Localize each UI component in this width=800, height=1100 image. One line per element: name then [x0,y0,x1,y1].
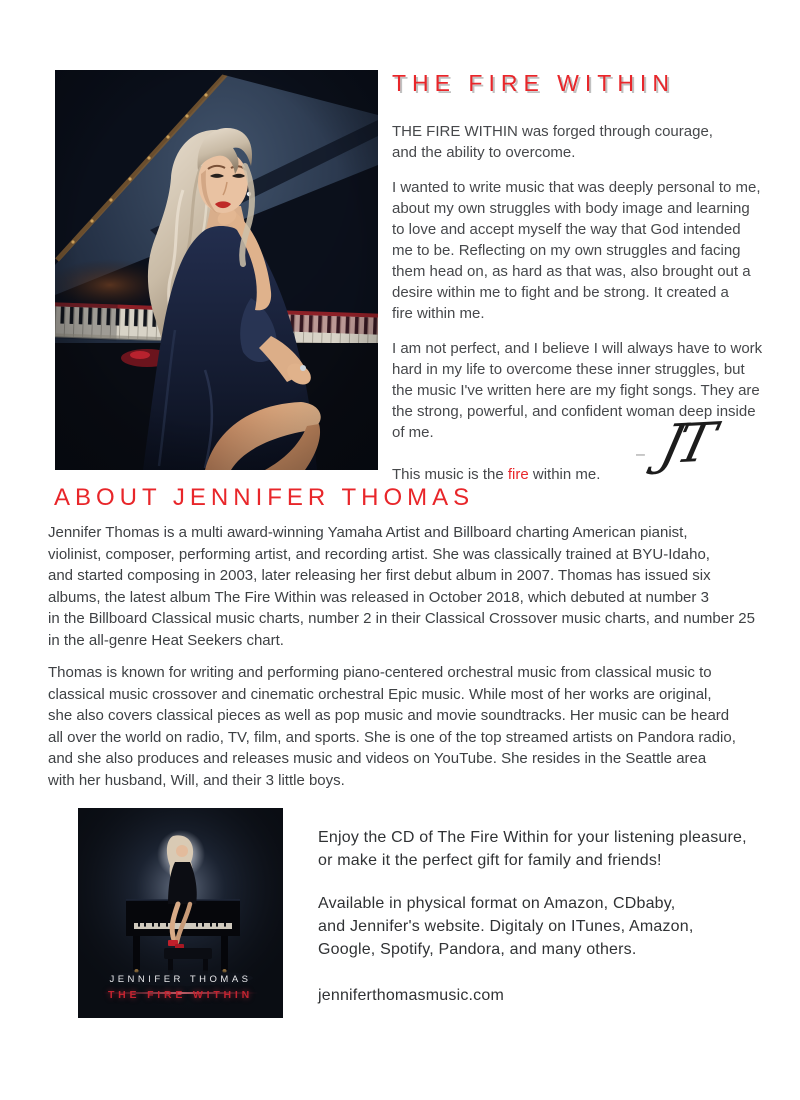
text-line: THE FIRE WITHIN was forged through courage, [392,123,713,140]
hero-paragraph [392,177,796,324]
about-section [48,522,792,802]
about-paragraph [48,522,792,651]
text-line: in the all-genre Heat Seekers chart. [48,631,284,649]
red-light-streak [103,992,258,994]
text-line: Available in physical format on Amazon, CDbaby, [318,895,676,912]
text-line: Thomas is known for writing and performing piano-centered orchestral music from classical music to [48,664,712,681]
website-link[interactable]: jenniferthomasmusic.com [318,987,504,1004]
text-line: of me. [392,424,434,441]
cover-face [176,845,188,857]
text-line: and Jennifer's website. Digitaly on ITunes, Amazon, [318,918,694,935]
text-line: albums, the latest album The Fire Within was released in October 2018, which debuted at number 3 [48,588,709,606]
text-line: and she also produces and releases music and videos on YouTube. She resides in the Seattle area [48,750,707,767]
artist-photo-illustration [55,70,378,470]
signature-dash: – [636,446,645,463]
text-line: all over the world on radio, TV, film, and sports. She is one of the top streamed artists on Pandora radio, [48,728,736,746]
text-line: I am not perfect, and I believe I will always have to work [392,340,763,357]
text-line: and the ability to overcome. [392,144,576,161]
text-line: classical music crossover and cinematic orchestral Epic music. While most of her works are original, [48,685,712,703]
text-line: Jennifer Thomas is a multi award-winning Yamaha Artist and Billboard charting American pianist, [48,524,688,541]
artist-photo [55,70,378,470]
about-title: ABOUT JENNIFER THOMAS [54,484,475,511]
page-title: THE FIRE WITHIN [392,70,675,96]
cd-paragraph [318,826,778,872]
text-line: the strong, powerful, and confident woman deep inside [392,403,756,420]
text-line: Enjoy the CD of The Fire Within for your listening pleasure, [318,829,747,846]
album-artist-name: JENNIFER THOMAS [109,974,252,985]
text-line: violinist, composer, performing artist, and recording artist. She was classically trained at BYU-Idaho, [48,545,710,563]
text-line: hard in my life to overcome these inner struggles, but [392,361,745,378]
cd-paragraph [318,892,778,961]
closing-suffix: within me. [528,466,601,483]
text-line: the music I've written here are my fight songs. They are [392,382,760,399]
text-line: fire within me. [392,305,485,322]
vignette [55,70,378,470]
text-line: in the Billboard Classical music charts, number 2 in their Classical Crossover music charts, and number 25 [48,610,755,627]
album-cover-illustration [78,808,283,1018]
text-line: about my own struggles with body image and learning [392,200,750,217]
text-line: them head on, as hard as that was, also brought out a [392,263,751,280]
text-line: or make it the perfect gift for family and friends! [318,852,662,869]
about-paragraph [48,662,792,791]
signature-initials: JT [654,410,716,477]
closing-highlight: fire [507,466,529,483]
album-cover-art [78,808,283,1018]
text-line: I wanted to write music that was deeply personal to me, [392,179,761,196]
text-line: Google, Spotify, Pandora, and many others. [318,941,637,958]
album-title: THE FIRE WITHIN [107,989,254,1001]
closing-prefix: This music is the [392,466,508,483]
cd-info-section [318,826,778,1007]
text-line: to love and accept myself the way that God intended [392,221,741,238]
artist-signature [628,410,798,498]
text-line: me to be. Reflecting on my own struggles and facing [392,242,741,259]
text-line: she also covers classical pieces as well as pop music and movie soundtracks. Her music can be heard [48,707,730,724]
text-line: with her husband, Will, and their 3 little boys. [48,771,345,789]
hero-paragraph [392,121,796,163]
text-line: desire within me to fight and be strong. It created a [392,284,729,301]
text-line: and started composing in 2003, later releasing her first debut album in 2007. Thomas has issued six [48,567,711,584]
